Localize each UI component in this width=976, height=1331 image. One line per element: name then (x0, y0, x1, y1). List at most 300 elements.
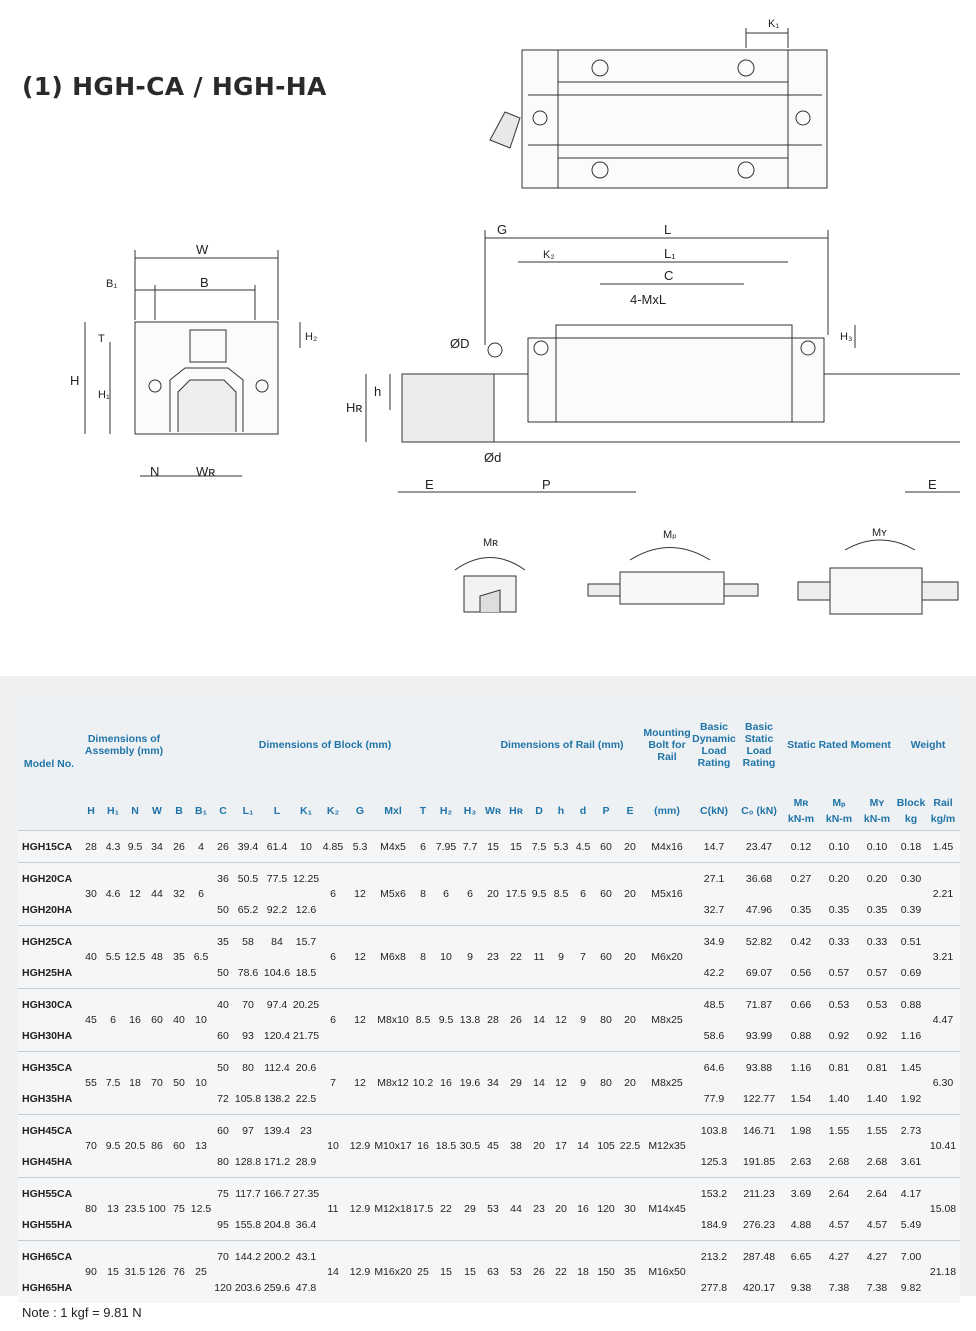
cell-w: 34 (146, 831, 168, 863)
cell-wr: 45 (482, 1115, 504, 1178)
cell-k1: 23 (292, 1115, 320, 1147)
cell-model: HGH55HA (22, 1218, 73, 1231)
cell-my: 0.53 (858, 989, 896, 1021)
cell-b1: 6 (190, 863, 212, 926)
cell-d: 9 (572, 1052, 594, 1115)
cell-h: 22 (550, 1241, 572, 1304)
sub-c0-unit: C₀ (kN) (736, 792, 782, 831)
cell-mxl: M8x12 (374, 1052, 412, 1115)
cell-h: 9 (550, 926, 572, 989)
table-row (18, 1115, 960, 1147)
cell-k1: 12.25 (292, 863, 320, 895)
cell-k2: 6 (320, 989, 346, 1052)
cell-mp: 0.35 (828, 903, 850, 916)
cell-kg: 4.17 (896, 1178, 926, 1210)
cell-c0: 191.85 (742, 1155, 776, 1168)
header-bolt: Mounting Bolt for Rail (643, 727, 691, 763)
cell-hr: 44 (504, 1178, 528, 1241)
cell-cdyn: 14.7 (692, 831, 736, 863)
cell-c: 95 (217, 1218, 229, 1231)
cell-wr: 23 (482, 926, 504, 989)
cell-l1: 70 (234, 989, 262, 1021)
cell-mr: 1.54 (790, 1092, 812, 1105)
cell-l: 259.6 (263, 1281, 291, 1294)
cell-b: 40 (168, 989, 190, 1052)
header-assembly: Dimensions of Assembly (mm) (84, 733, 164, 757)
cell-kg: 0.18 (896, 831, 926, 863)
cell-d: 20 (528, 1115, 550, 1178)
sub-rail (926, 792, 960, 831)
cell-hr: 26 (504, 989, 528, 1052)
cell-cdyn: 42.2 (703, 966, 725, 979)
cell-t: 16 (412, 1115, 434, 1178)
cell-my: 0.10 (858, 831, 896, 863)
cell-cdyn: 32.7 (703, 903, 725, 916)
cell-bolt: M6x20 (642, 926, 692, 989)
sub-mxl: Mxl (374, 792, 412, 831)
label-n: N (150, 464, 160, 479)
cell-model: HGH65CA (18, 1241, 80, 1273)
cell-p: 80 (594, 989, 618, 1052)
cell-t: 8 (412, 863, 434, 926)
sub-wr: Wʀ (482, 792, 504, 831)
cell-t: 8 (412, 926, 434, 989)
cell-g: 12 (346, 1052, 374, 1115)
cell-l: 112.4 (262, 1052, 292, 1084)
cell-kg: 0.39 (900, 903, 922, 916)
cell-h2: 16 (434, 1052, 458, 1115)
cell-mp: 0.20 (820, 863, 858, 895)
cell-bolt: M8x25 (642, 1052, 692, 1115)
cell-h2: 18.5 (434, 1115, 458, 1178)
label-w: W (196, 242, 209, 257)
cell-mr: 0.66 (782, 989, 820, 1021)
sub-rail-unit: kg/m (930, 813, 956, 825)
cell-mxl: M12x18 (374, 1178, 412, 1241)
cell-k2: 10 (320, 1115, 346, 1178)
cell-kg: 0.30 (896, 863, 926, 895)
cell-rail-kgm: 3.21 (926, 926, 960, 989)
cell-d: 11 (528, 926, 550, 989)
cell-b1: 10 (190, 989, 212, 1052)
cell-rail-kgm: 21.18 (926, 1241, 960, 1304)
cell-d: 9 (572, 989, 594, 1052)
cell-d: 23 (528, 1178, 550, 1241)
cell-l1: 58 (234, 926, 262, 958)
cell-mp: 1.55 (820, 1115, 858, 1147)
cell-mr: 0.27 (782, 863, 820, 895)
cell-l: 97.4 (262, 989, 292, 1021)
cell-c: 60 (217, 1029, 229, 1042)
cell-cdyn: 34.9 (692, 926, 736, 958)
cell-l: 138.2 (263, 1092, 291, 1105)
cell-h: 45 (80, 989, 102, 1052)
cell-mp: 2.68 (828, 1155, 850, 1168)
cell-c: 70 (212, 1241, 234, 1273)
header-rail: Dimensions of Rail (mm) (500, 739, 624, 751)
sub-h-small: h (550, 792, 572, 831)
cell-k1: 20.6 (292, 1052, 320, 1084)
sub-h: H (80, 792, 102, 831)
cell-w: 60 (146, 989, 168, 1052)
cell-model: HGH30CA (18, 989, 80, 1021)
cell-hr: 22 (504, 926, 528, 989)
cell-l: 84 (262, 926, 292, 958)
cell-cdyn: 213.2 (692, 1241, 736, 1273)
cell-h1: 9.5 (102, 1115, 124, 1178)
label-e-left: E (425, 477, 434, 492)
cell-b: 50 (168, 1052, 190, 1115)
cell-c0: 23.47 (736, 831, 782, 863)
cell-hr: 29 (504, 1052, 528, 1115)
cell-bolt: M12x35 (642, 1115, 692, 1178)
sub-c-unit: C(kN) (692, 792, 736, 831)
cell-cdyn: 125.3 (700, 1155, 728, 1168)
cell-b: 32 (168, 863, 190, 926)
cell-l1: 80 (234, 1052, 262, 1084)
cell-p: 60 (594, 863, 618, 926)
label-mr: Mʀ (483, 537, 499, 549)
cell-c0: 36.68 (736, 863, 782, 895)
cell-n: 20.5 (124, 1115, 146, 1178)
cell-mp: 0.53 (820, 989, 858, 1021)
cell-b1: 10 (190, 1052, 212, 1115)
sub-mp (820, 792, 858, 831)
cell-kg: 0.88 (896, 989, 926, 1021)
cell-t: 8.5 (412, 989, 434, 1052)
cell-n: 31.5 (124, 1241, 146, 1304)
sub-block (896, 792, 926, 831)
cell-l1: 78.6 (237, 966, 259, 979)
cell-n: 12 (124, 863, 146, 926)
cell-h1: 15 (102, 1241, 124, 1304)
cell-n: 9.5 (124, 831, 146, 863)
cell-model: HGH30HA (22, 1029, 73, 1042)
cell-d: 14 (528, 1052, 550, 1115)
table-row (18, 926, 960, 958)
moment-mr-drawing (455, 558, 525, 613)
cell-mp: 0.10 (820, 831, 858, 863)
cell-p: 105 (594, 1115, 618, 1178)
cell-k1: 36.4 (295, 1218, 317, 1231)
cell-mp: 0.33 (820, 926, 858, 958)
label-k2: K₂ (543, 249, 555, 261)
cell-cdyn: 153.2 (692, 1178, 736, 1210)
cell-h3: 9 (458, 926, 482, 989)
sub-mr-unit: kN-m (787, 813, 815, 825)
cell-my: 0.33 (858, 926, 896, 958)
table-row (18, 989, 960, 1021)
cell-c: 36 (212, 863, 234, 895)
cell-my: 7.38 (866, 1281, 888, 1294)
cell-c: 35 (212, 926, 234, 958)
cell-c0: 287.48 (736, 1241, 782, 1273)
sub-hr: Hʀ (504, 792, 528, 831)
label-small-h: h (374, 384, 382, 399)
sub-mp-label: Mₚ (832, 797, 846, 809)
cell-model: HGH20CA (18, 863, 80, 895)
cell-l: 139.4 (262, 1115, 292, 1147)
header-dynamic: Basic Dynamic Load Rating (692, 721, 736, 769)
cell-my: 4.57 (866, 1218, 888, 1231)
cell-mr: 2.63 (790, 1155, 812, 1168)
cell-wr: 15 (482, 831, 504, 863)
cell-l1: 97 (234, 1115, 262, 1147)
cell-b: 76 (168, 1241, 190, 1304)
header-block: Dimensions of Block (mm) (258, 739, 392, 751)
cell-t: 25 (412, 1241, 434, 1304)
cell-e: 22.5 (618, 1115, 642, 1178)
cell-my: 0.81 (858, 1052, 896, 1084)
footer-note: Note : 1 kgf = 9.81 N (22, 1305, 142, 1320)
cell-e: 35 (618, 1241, 642, 1304)
cell-model: HGH45CA (18, 1115, 80, 1147)
cell-model: HGH55CA (18, 1178, 80, 1210)
label-l1: L₁ (664, 246, 676, 261)
sub-l1: L₁ (234, 792, 262, 831)
cell-c0: 122.77 (742, 1092, 776, 1105)
label-h1: H₁ (98, 389, 110, 401)
cell-cdyn: 277.8 (700, 1281, 728, 1294)
header-moment: Static Rated Moment (787, 739, 891, 751)
cell-h: 17 (550, 1115, 572, 1178)
cell-g: 12.9 (346, 1115, 374, 1178)
cell-c: 50 (217, 966, 229, 979)
cell-w: 100 (146, 1178, 168, 1241)
cell-d: 18 (572, 1241, 594, 1304)
cell-h1: 13 (102, 1178, 124, 1241)
cell-my: 2.68 (866, 1155, 888, 1168)
cell-mp: 0.81 (820, 1052, 858, 1084)
cell-n: 12.5 (124, 926, 146, 989)
label-c: C (664, 268, 674, 283)
cell-mxl: M5x6 (374, 863, 412, 926)
cell-c0: 276.23 (742, 1218, 776, 1231)
cell-n: 18 (124, 1052, 146, 1115)
sub-rail-label: Rail (933, 797, 953, 809)
cell-p: 80 (594, 1052, 618, 1115)
cell-e: 30 (618, 1178, 642, 1241)
cell-mxl: M16x20 (374, 1241, 412, 1304)
sub-my-unit: kN-m (863, 813, 891, 825)
cell-e: 20 (618, 863, 642, 926)
cell-c: 60 (212, 1115, 234, 1147)
cell-k1: 43.1 (292, 1241, 320, 1273)
label-wr: Wʀ (196, 464, 216, 479)
cell-c: 80 (217, 1155, 229, 1168)
cell-mr: 1.16 (782, 1052, 820, 1084)
cell-k1: 22.5 (295, 1092, 317, 1105)
sub-d-big: D (528, 792, 550, 831)
table-row (18, 1052, 960, 1084)
cell-h: 28 (80, 831, 102, 863)
cell-c0: 93.99 (745, 1029, 773, 1042)
cell-l: 171.2 (263, 1155, 291, 1168)
cell-k2: 11 (320, 1178, 346, 1241)
cell-h: 30 (80, 863, 102, 926)
cell-model: HGH25HA (22, 966, 73, 979)
header-weight: Weight (910, 739, 946, 751)
cell-wr: 63 (482, 1241, 504, 1304)
cell-cdyn: 48.5 (692, 989, 736, 1021)
cell-l: 92.2 (266, 903, 288, 916)
cell-k1: 10 (292, 831, 320, 863)
cell-kg: 9.82 (900, 1281, 922, 1294)
table-row (18, 1241, 960, 1273)
cell-c: 75 (212, 1178, 234, 1210)
cell-l: 120.4 (263, 1029, 291, 1042)
cell-d: 14 (572, 1115, 594, 1178)
cell-b: 60 (168, 1115, 190, 1178)
cell-d: 26 (528, 1241, 550, 1304)
cell-d: 4.5 (572, 831, 594, 863)
cell-k1: 28.9 (295, 1155, 317, 1168)
cell-h2: 22 (434, 1178, 458, 1241)
cell-my: 0.57 (866, 966, 888, 979)
cell-cdyn: 27.1 (692, 863, 736, 895)
table-row (18, 1178, 960, 1210)
cell-w: 126 (146, 1241, 168, 1304)
cell-mr: 0.88 (790, 1029, 812, 1042)
cell-hr: 53 (504, 1241, 528, 1304)
cell-mxl: M10x17 (374, 1115, 412, 1178)
cell-k2: 6 (320, 926, 346, 989)
cell-k1: 20.25 (292, 989, 320, 1021)
cell-c0: 47.96 (745, 903, 773, 916)
cell-hr: 17.5 (504, 863, 528, 926)
table-body (18, 831, 960, 1304)
cell-h3: 30.5 (458, 1115, 482, 1178)
cell-mr: 0.12 (782, 831, 820, 863)
cell-k1: 18.5 (295, 966, 317, 979)
cell-l1: 65.2 (237, 903, 259, 916)
cell-l1: 93 (242, 1029, 254, 1042)
cell-b: 75 (168, 1178, 190, 1241)
cell-wr: 53 (482, 1178, 504, 1241)
header-static: Basic Static Load Rating (742, 721, 776, 769)
cell-my: 1.40 (866, 1092, 888, 1105)
cell-c0: 146.71 (736, 1115, 782, 1147)
label-k1: K₁ (768, 18, 780, 30)
cell-d: 6 (572, 863, 594, 926)
sub-b: B (168, 792, 190, 831)
header-model: Model No. (23, 758, 75, 770)
cell-rail-kgm: 4.47 (926, 989, 960, 1052)
cell-d: 7 (572, 926, 594, 989)
label-t: T (98, 333, 105, 345)
sub-bolt-unit: (mm) (642, 792, 692, 831)
cell-c: 26 (212, 831, 234, 863)
cell-c: 50 (212, 1052, 234, 1084)
cell-l: 166.7 (262, 1178, 292, 1210)
cell-kg: 0.69 (900, 966, 922, 979)
cell-k1: 21.75 (292, 1029, 320, 1042)
cell-h3: 13.8 (458, 989, 482, 1052)
cell-l1: 155.8 (234, 1218, 262, 1231)
cell-l1: 105.8 (234, 1092, 262, 1105)
cell-kg: 0.51 (896, 926, 926, 958)
cell-h1: 4.3 (102, 831, 124, 863)
cell-h2: 15 (434, 1241, 458, 1304)
cell-h3: 15 (458, 1241, 482, 1304)
label-g: G (497, 222, 508, 237)
cell-bolt: M14x45 (642, 1178, 692, 1241)
cell-my: 1.55 (858, 1115, 896, 1147)
cell-t: 10.2 (412, 1052, 434, 1115)
label-hr: Hʀ (346, 400, 363, 415)
cell-h1: 7.5 (102, 1052, 124, 1115)
cell-d: 16 (572, 1178, 594, 1241)
cell-h: 55 (80, 1052, 102, 1115)
cell-model: HGH25CA (18, 926, 80, 958)
sub-k2: K₂ (320, 792, 346, 831)
label-b1: B₁ (106, 278, 118, 290)
cell-c0: 69.07 (745, 966, 773, 979)
label-p: P (542, 477, 551, 492)
cell-my: 0.35 (866, 903, 888, 916)
cell-mxl: M6x8 (374, 926, 412, 989)
cell-g: 5.3 (346, 831, 374, 863)
cell-mr: 1.98 (782, 1115, 820, 1147)
cell-h: 5.3 (550, 831, 572, 863)
sub-d-small: d (572, 792, 594, 831)
cell-k1: 47.8 (295, 1281, 317, 1294)
cell-bolt: M8x25 (642, 989, 692, 1052)
cell-mr: 0.42 (782, 926, 820, 958)
cell-model: HGH35CA (18, 1052, 80, 1084)
cell-h: 70 (80, 1115, 102, 1178)
cell-mxl: M8x10 (374, 989, 412, 1052)
cell-p: 60 (594, 831, 618, 863)
cell-rail-kgm: 2.21 (926, 863, 960, 926)
cell-my: 2.64 (858, 1178, 896, 1210)
cell-h1: 6 (102, 989, 124, 1052)
cell-g: 12.9 (346, 1241, 374, 1304)
sub-my (858, 792, 896, 831)
top-view-drawing (490, 28, 827, 188)
cell-h2: 7.95 (434, 831, 458, 863)
cell-k2: 14 (320, 1241, 346, 1304)
cell-p: 60 (594, 926, 618, 989)
cell-mr: 6.65 (782, 1241, 820, 1273)
sub-p: P (594, 792, 618, 831)
cell-mp: 0.92 (828, 1029, 850, 1042)
page-title: (1) HGH-CA / HGH-HA (22, 72, 327, 101)
cell-k1: 15.7 (292, 926, 320, 958)
cell-h3: 19.6 (458, 1052, 482, 1115)
cell-e: 20 (618, 1052, 642, 1115)
label-h3: H₃ (840, 331, 853, 343)
cell-mxl: M4x5 (374, 831, 412, 863)
cell-l1: 117.7 (234, 1178, 262, 1210)
label-od: ØD (450, 336, 470, 351)
cell-bolt: M4x16 (642, 831, 692, 863)
cell-d: 7.5 (528, 831, 550, 863)
cell-g: 12 (346, 926, 374, 989)
cell-h: 90 (80, 1241, 102, 1304)
cell-c0: 52.82 (736, 926, 782, 958)
cell-w: 86 (146, 1115, 168, 1178)
cell-k2: 4.85 (320, 831, 346, 863)
cell-kg: 1.45 (896, 1052, 926, 1084)
cell-kg: 2.73 (896, 1115, 926, 1147)
table-row (18, 831, 960, 863)
cell-e: 20 (618, 989, 642, 1052)
table-row (18, 863, 960, 895)
cell-h2: 10 (434, 926, 458, 989)
cell-w: 70 (146, 1052, 168, 1115)
cell-bolt: M16x50 (642, 1241, 692, 1304)
